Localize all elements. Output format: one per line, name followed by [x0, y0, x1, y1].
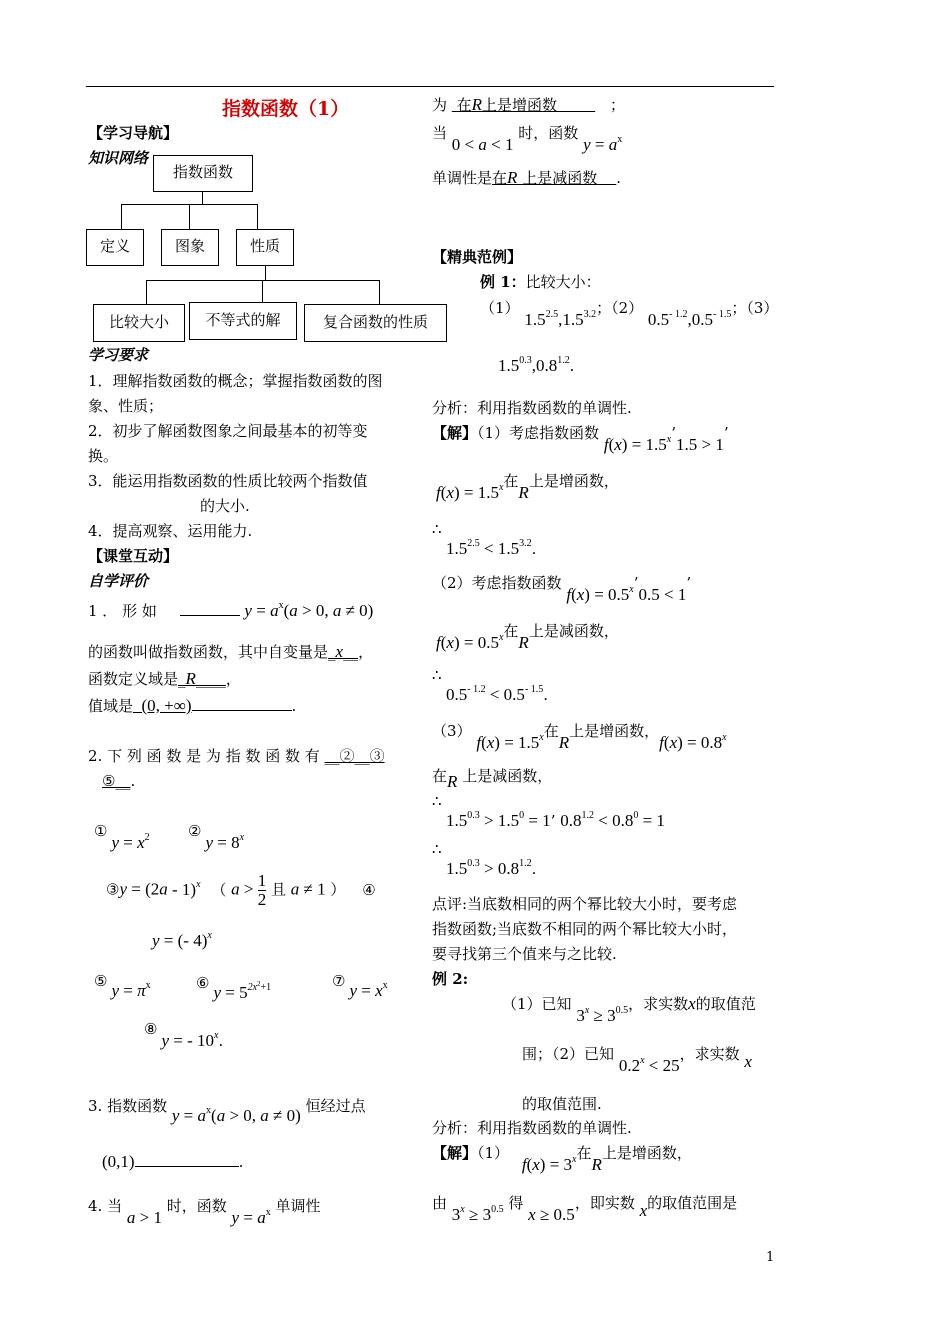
example1-title: 例 1：比较大小： — [480, 273, 601, 291]
diagram-node-compare: 比较大小 — [93, 304, 185, 342]
solution-line10: ∴ $1.5^{0.3} > 0.8^{1.2}$. — [432, 840, 537, 878]
solution2-line2: 由 $3^x \ge 3^{0.5}$ 得 x ≥ 0.5，即实数 x的取值范围是 — [432, 1194, 738, 1224]
solution-line4: （2）考虑指数函数 $f(x) = 0.5^x’0.5 < 1$’ — [432, 574, 692, 604]
solution-line3: ∴ $1.5^{2.5} < 1.5^{3.2}$. — [432, 520, 537, 558]
requirement-1a: 1．理解指数函数的概念；掌握指数函数的图 — [88, 372, 383, 390]
solution-line8: 在R 上是减函数， — [432, 767, 553, 791]
example2-line1: （1）已知 $3^x \ge 3^{0.5}$，求实数x的取值范 — [502, 994, 756, 1025]
example2-line2: 围；（2）已知 $0.2^x < 25$，求实数 x — [522, 1045, 752, 1075]
diagram-node-graph: 图象 — [161, 229, 219, 266]
example2-line3: 的取值范围. — [522, 1095, 602, 1113]
right-line1: 为 在R上是增函数 ； — [432, 95, 625, 114]
page-title: 指数函数（1） — [222, 98, 350, 120]
self-eval-heading: 自学评价 — [88, 572, 149, 590]
requirement-2b: 换。 — [88, 447, 119, 465]
q2-option-7: ⑦ $y = x^x$ — [332, 972, 388, 1000]
q2-option-1: ①y = $x^2$ — [94, 822, 150, 852]
q2-option-5: ⑤ $y = \pi^x$ — [94, 972, 151, 1000]
q1-line4: 值域是_(0, +∞) . — [88, 696, 297, 715]
comment-2: 指数函数;当底数不相同的两个幂比较大小时， — [432, 920, 738, 938]
right-line2: 当 0 < a < 1 时，函数 $y = a^x$ — [432, 124, 623, 154]
q2-option-2: ②y = $8^x$ — [188, 822, 245, 852]
diagram-node-property: 性质 — [236, 229, 294, 266]
page-number: 1 — [766, 1250, 775, 1265]
q2-option-3: ③y = (2a - 1)$^x$ （ a > $\frac{1}{2}$ 且 a ≠ 1 ） ④ — [106, 871, 376, 909]
class-heading: 【课堂互动】 — [88, 547, 179, 565]
q2-line1: 2. 下 列 函 数 是 为 指 数 函 数 有 __②__③ — [88, 747, 385, 765]
network-heading: 知识网络 — [88, 149, 149, 167]
example1-item3: $1.5^{0.3},0.8^{1.2}$. — [498, 355, 574, 375]
solution-line2: $f(x) = 1.5^x$在R上是增函数， — [436, 472, 619, 502]
q1-line3: 函数定义域是_R____， — [88, 669, 241, 688]
q3-line2: (0,1) . — [102, 1152, 244, 1171]
requirements-heading: 学习要求 — [88, 346, 149, 364]
top-rule — [86, 86, 774, 87]
q1-line1: 1 ． 形 如 $y = a^x(a > 0$, a ≠ 0) — [88, 600, 374, 620]
requirement-1b: 象、性质； — [88, 397, 164, 415]
example1-items: （1） $1.5^{2.5},1.5^{3.2}$；（2） $0.5^{- 1.2},0.5^{- 1.5}$；（3） — [480, 299, 779, 329]
examples-heading: 【精典范例】 — [432, 248, 523, 266]
solution-line6: ∴ $0.5^{- 1.2} < 0.5^{- 1.5}$. — [432, 666, 549, 704]
q2-option-6: ⑥ $y = 5^{2x^2+1}$ — [196, 974, 272, 1002]
right-line3: 单调性是在R 上是减函数 . — [432, 168, 622, 187]
q2-option-8: ⑧y = - 10$^x$. — [144, 1020, 224, 1050]
q2-line2: ⑤__. — [102, 772, 136, 790]
solution-line1: 【解】（1）考虑指数函数 $f(x) = 1.5^x’1.5 > 1$’ — [432, 424, 729, 454]
q1-line2: 的函数叫做指数函数，其中自变量是_x__， — [88, 642, 374, 661]
solution-line5: $f(x) = 0.5^x$在R上是减函数， — [436, 622, 619, 652]
solution-line7: （3） $f(x) = 1.5^x$在R上是增函数，$f(x) = 0.8^x$ — [432, 722, 727, 752]
nav-heading: 【学习导航】 — [88, 124, 179, 142]
q4-line: 4. 当 a > 1 时，函数 $y = a^x$ 单调性 — [88, 1197, 321, 1227]
comment-3: 要寻找第三个值来与之比较. — [432, 945, 617, 963]
requirement-2a: 2．初步了解函数图象之间最基本的初等变 — [88, 422, 368, 440]
diagram-root: 指数函数 — [153, 155, 253, 192]
diagram-node-composite: 复合函数的性质 — [304, 304, 447, 342]
requirement-3b: 的大小. — [200, 497, 250, 515]
q2-option-4-expr: y = (- 4)$^x$ — [152, 930, 212, 950]
example2-title: 例 2: — [432, 970, 469, 988]
analysis-1: 分析：利用指数函数的单调性. — [432, 399, 632, 417]
comment-1: 点评:当底数相同的两个幂比较大小时，要考虑 — [432, 895, 738, 913]
solution2-line1: 【解】（1） $f(x) = 3^x$在R上是增函数， — [432, 1144, 692, 1174]
diagram-node-inequality: 不等式的解 — [189, 302, 297, 340]
diagram-node-definition: 定义 — [86, 229, 144, 266]
analysis-2: 分析：利用指数函数的单调性. — [432, 1119, 632, 1137]
solution-line9: ∴ $1.5^{0.3} > 1.5^0 = 1$’ $0.8^{1.2} < 0.8^0 = 1$ — [432, 792, 665, 830]
requirement-3a: 3．能运用指数函数的性质比较两个指数值 — [88, 472, 368, 490]
requirement-4: 4．提高观察、运用能力. — [88, 522, 253, 540]
q3-line1: 3. 指数函数 $y = a^x(a > 0$, a ≠ 0) 恒经过点 — [88, 1097, 366, 1125]
